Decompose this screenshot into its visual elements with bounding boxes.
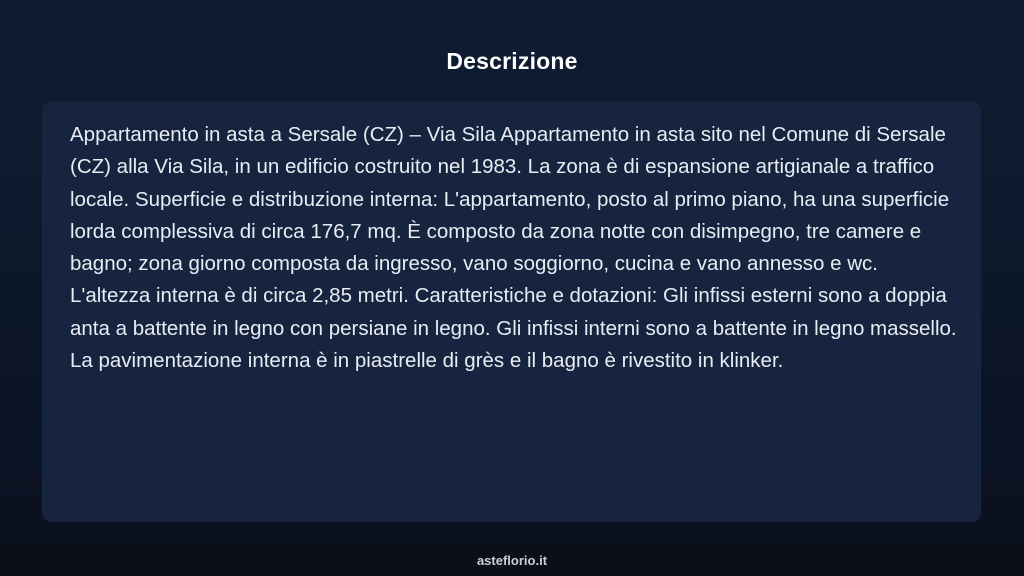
description-text: Appartamento in asta a Sersale (CZ) – Via Sila Appartamento in asta sito nel Comune di Sersale (CZ) alla Via Sila, in un edificio costruito nel 1983. La zona è di espansione artigianale a traffico locale. Superficie e distribuzione interna: L'appartamento, posto al primo piano, ha una superficie lorda complessiva di circa 176,7 mq. È composto da zona notte con disimpegno, tre camere e bagno; zona giorno composta da ingresso, vano soggiorno, cucina e vano annesso e wc. L'altezza interna è di circa 2,85 metri. Caratteristiche e dotazioni: Gli infissi esterni sono a doppia anta a battente in legno con persiane in legno. Gli infissi interni sono a battente in legno massello. La pavimentazione interna è in piastrelle di grès e il bagno è rivestito in klinker. bbox=[70, 123, 957, 373]
footer-bar bbox=[0, 545, 1024, 576]
page-title: Descrizione bbox=[446, 48, 578, 74]
site-name: asteflorio.it bbox=[476, 553, 548, 568]
description-card bbox=[42, 101, 981, 522]
